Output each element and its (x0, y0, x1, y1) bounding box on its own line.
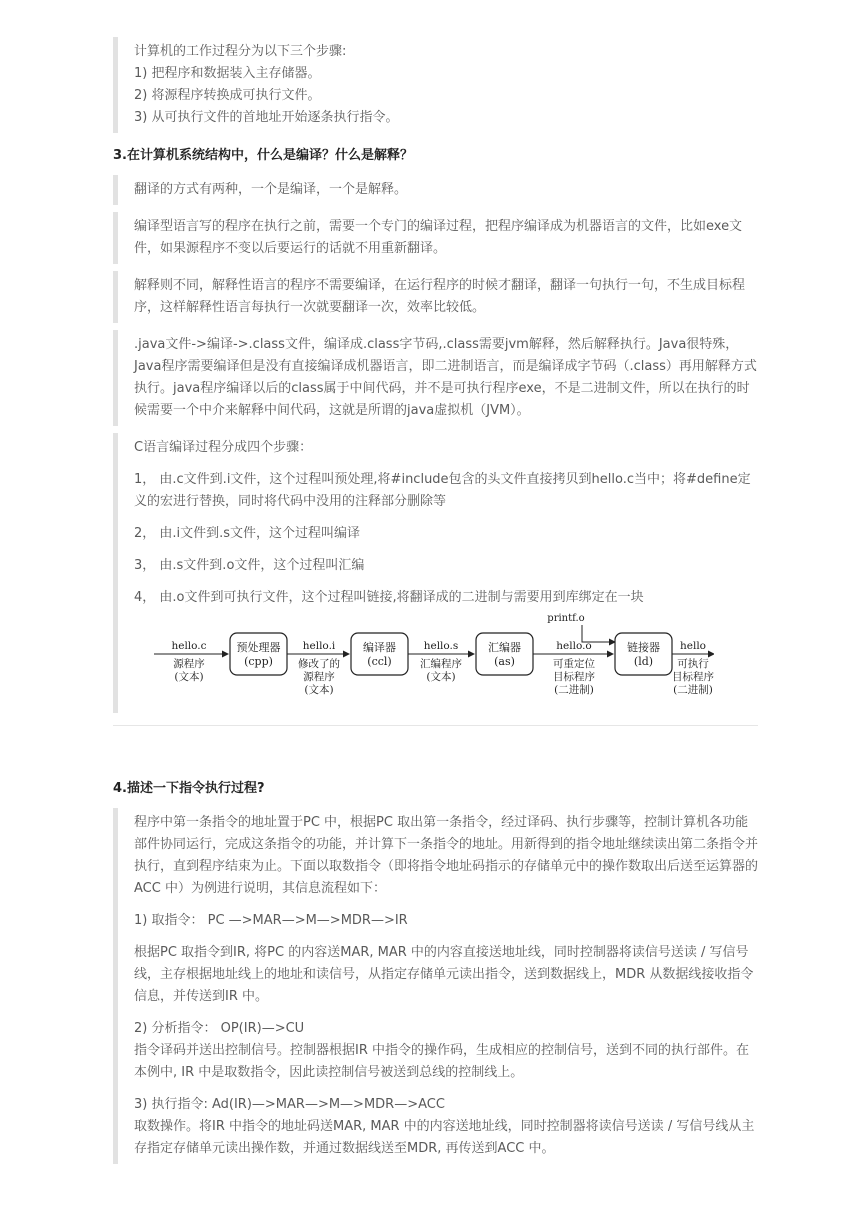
s3-para-2: 编译型语言写的程序在执行之前，需要一个专门的编译过程，把程序编译成为机器语言的文件，比如exe文件，如果源程序不变以后要运行的话就不用重新翻译。 (134, 219, 743, 256)
quote-instruction-execution (113, 808, 758, 1164)
file-hello-i-desc-1: 修改了的 (298, 658, 340, 670)
file-hello-i: hello.i (302, 640, 336, 652)
box-preprocessor (230, 633, 287, 675)
quote-translation-modes (113, 175, 758, 205)
box-linker-label: 链接器 (627, 641, 660, 654)
c-step-2: 2， 由.i文件到.s文件，这个过程叫编译 (134, 526, 361, 541)
s4-execute-desc: 取数操作。将IR 中指令的地址码送MAR, MAR 中的内容送地址线，同时控制器将读信号送读 / 写信号线从主存指定存储单元读出操作数，并通过数据线送至MDR, 再传送到ACC 中。 (134, 1119, 755, 1156)
file-hello-desc-3: (二进制) (673, 684, 713, 696)
c-step-1: 1， 由.c文件到.i文件，这个过程叫预处理,将#include包含的头文件直接拷贝到hello.c当中；将#define定义的宏进行替换，同时将代码中没用的注释部分删除等 (134, 472, 751, 509)
file-hello-c-desc-2: (文本) (174, 671, 204, 683)
compile-pipeline-diagram (134, 613, 714, 709)
file-hello-c: hello.c (171, 640, 207, 652)
printf-label: printf.o (547, 613, 585, 624)
file-hello-c-desc-1: 源程序 (173, 658, 205, 670)
s4-para-1: 程序中第一条指令的地址置于PC 中，根据PC 取出第一条指令，经过译码、执行步骤等，控制计算机各功能部件协同运行，完成这条指令的功能，并计算下一条指令的地址。用新得到的指令地址继续读出第二条指令并执行，直到程序结束为止。下面以取数指令（即将指令地址码指示的存储单元中的操作数取出后送至运算器的ACC 中）为例进行说明，其信息流程如下： (134, 815, 759, 896)
s3-para-4: .java文件->编译->.class文件，编译成.class字节码,.class需要jvm解释，然后解释执行。Java很特殊，Java程序需要编译但是没有直接编译成机器语言，即二进制语言，而是编译成字节码（.class）再用解释方式执行。java程序编译以后的class属于中间代码，并不是可执行程序exe，不是二进制文件，所以在执行的时候需要一个中介来解释中间代码，这就是所谓的java虚拟机（JVM）。 (134, 337, 757, 418)
box-linker-sub: (ld) (633, 655, 654, 668)
box-linker (615, 633, 672, 675)
file-hello-s-desc-1: 汇编程序 (420, 658, 462, 670)
box-compiler (351, 633, 408, 675)
c-step-3: 3， 由.s文件到.o文件，这个过程叫汇编 (134, 558, 365, 573)
box-compiler-sub: (ccl) (367, 655, 392, 668)
s4-fetch: 1) 取指令： PC —>MAR—>M—>MDR—>IR (134, 913, 408, 928)
work-step-3: 3) 从可执行文件的首地址开始逐条执行指令。 (134, 110, 399, 125)
box-preprocessor-label: 预处理器 (236, 641, 281, 654)
s4-decode: 2) 分析指令： OP(IR)—>CU (134, 1021, 305, 1036)
file-hello-o-desc-2: 目标程序 (553, 671, 595, 683)
file-hello-o: hello.o (556, 640, 592, 652)
file-hello-desc-2: 目标程序 (672, 671, 714, 683)
section-divider (113, 725, 758, 726)
box-preprocessor-sub: (cpp) (244, 655, 273, 668)
work-step-1: 1) 把程序和数据装入主存储器。 (134, 66, 321, 81)
s3-para-3: 解释则不同，解释性语言的程序不需要编译，在运行程序的时候才翻译，翻译一句执行一句，不生成目标程序，这样解释性语言每执行一次就要翻译一次，效率比较低。 (134, 278, 746, 315)
c-intro: C语言编译过程分成四个步骤： (134, 440, 313, 455)
section4-heading: 4.描述一下指令执行过程? (113, 781, 265, 796)
quote-interpret (113, 271, 758, 323)
box-assembler-label: 汇编器 (488, 641, 521, 654)
s3-para-1: 翻译的方式有两种，一个是编译，一个是解释。 (134, 182, 408, 197)
file-hello-desc-1: 可执行 (677, 658, 709, 670)
file-hello-i-desc-3: (文本) (304, 684, 334, 696)
box-assembler (476, 633, 533, 675)
quote-compile (113, 212, 758, 264)
file-hello-o-desc-3: (二进制) (554, 684, 594, 696)
quote-java (113, 330, 758, 426)
work-step-2: 2) 将源程序转换成可执行文件。 (134, 88, 321, 103)
box-compiler-label: 编译器 (363, 641, 396, 654)
box-assembler-sub: (as) (494, 655, 515, 668)
s4-decode-desc: 指令译码并送出控制信号。控制器根据IR 中指令的操作码，生成相应的控制信号，送到不同的执行部件。在本例中, IR 中是取数指令，因此读控制信号被送到总线的控制线上。 (134, 1043, 749, 1080)
document (113, 0, 758, 1171)
file-hello-i-desc-2: 源程序 (303, 671, 335, 683)
file-hello-s: hello.s (423, 640, 459, 652)
work-process-intro: 计算机的工作过程分为以下三个步骤: (134, 44, 347, 59)
file-hello-o-desc-1: 可重定位 (553, 658, 595, 670)
s4-execute: 3) 执行指令: Ad(IR)—>MAR—>M—>MDR—>ACC (134, 1097, 445, 1112)
quote-work-process (113, 37, 758, 133)
file-hello: hello (679, 640, 707, 652)
file-hello-s-desc-2: (文本) (426, 671, 456, 683)
section3-heading: 3.在计算机系统结构中，什么是编译？什么是解释？ (113, 148, 413, 163)
c-step-4: 4， 由.o文件到可执行文件，这个过程叫链接,将翻译成的二进制与需要用到库绑定在一块 (134, 590, 644, 605)
s4-fetch-desc: 根据PC 取指令到IR, 将PC 的内容送MAR, MAR 中的内容直接送地址线，同时控制器将读信号送读 / 写信号线，主存根据地址线上的地址和读信号，从指定存储单元读出指令，送到数据线上，MDR 从数据线接收指令信息，并传送到IR 中。 (134, 945, 754, 1004)
quote-c-compile (113, 433, 758, 713)
